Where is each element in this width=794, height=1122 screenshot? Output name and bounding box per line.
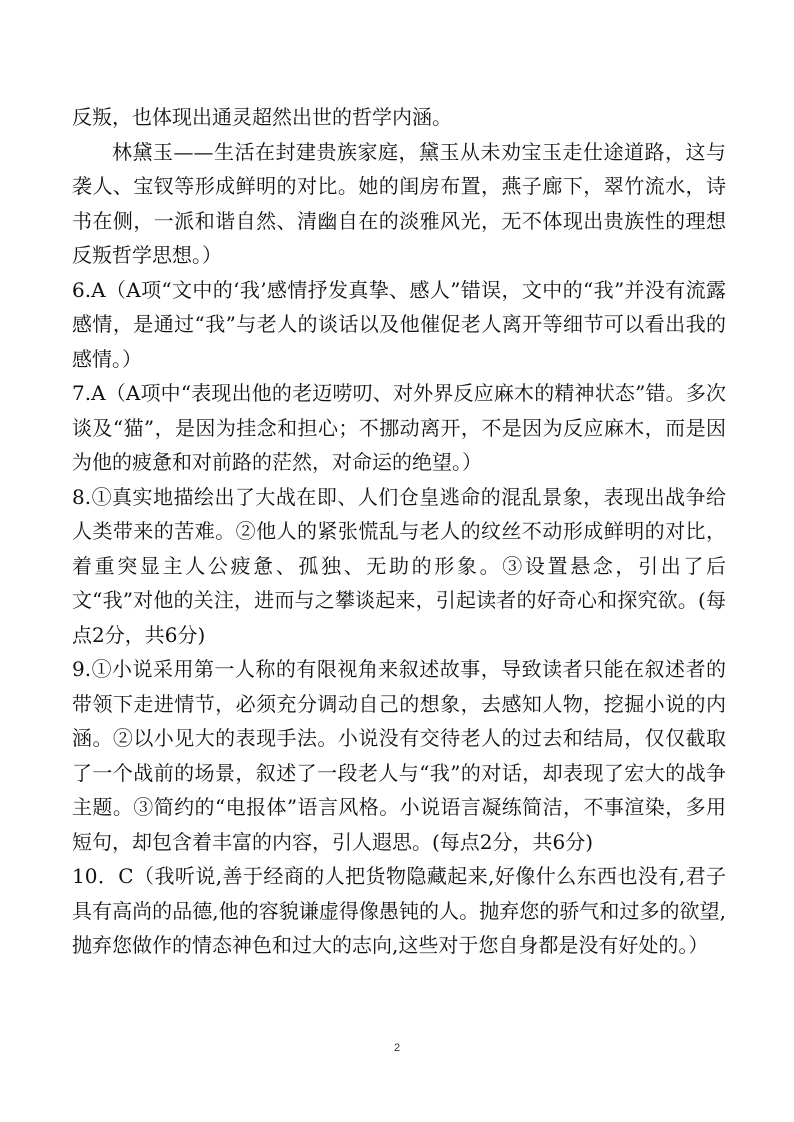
answer-9: 9.①小说采用第一人称的有限视角来叙述故事，导致读者只能在叙述者的带领下走进情节，必须充分调动自己的想象，去感知人物，挖掘小说的内涵。②以小见大的表现手法。小说没有交待老人的过去和结局，仅仅截取了一个战前的场景，叙述了一段老人与“我”的对话，却表现了宏大的战争主题。③简约的“电报体”语言风格。小说语言凝练简洁，不事渲染，多用短句，却包含着丰富的内容，引人遐思。(每点2分，共6分)	[72, 657, 726, 854]
answer-6: 6.A（A项“文中的‘我’感情抒发真挚、感人”错误，文中的“我”并没有流露感情，是通过“我”与老人的谈话以及他催促老人离开等细节可以看出我的感情。）	[72, 277, 726, 371]
answer-7: 7.A（A项中“表现出他的老迈唠叨、对外界反应麻木的精神状态”错。多次谈及“猫”，是因为挂念和担心；不挪动离开，不是因为反应麻木，而是因为他的疲惫和对前路的茫然，对命运的绝望。）	[72, 381, 726, 474]
paragraph-continuation: 反叛，也体现出通灵超然出世的哲学内涵。	[72, 105, 452, 129]
answer-8: 8.①真实地描绘出了大战在即、人们仓皇逃命的混乱景象，表现出战争给人类带来的苦难。②他人的紧张慌乱与老人的纹丝不动形成鲜明的对比，着重突显主人公疲惫、孤独、无助的形象。③设置悬念，引出了后文“我”对他的关注，进而与之攀谈起来，引起读者的好奇心和探究欲。(每点2分，共6分)	[72, 484, 726, 647]
paragraph-lin-daiyu: 林黛玉——生活在封建贵族家庭，黛玉从未劝宝玉走仕途道路，这与袭人、宝钗等形成鲜明的对比。她的闺房布置，燕子廊下，翠竹流水，诗书在侧，一派和谐自然、清幽自在的淡雅风光，无不体现出贵族性的理想反叛哲学思想。）	[72, 139, 726, 267]
document-page	[72, 100, 726, 963]
answer-10: 10．C（我听说,善于经商的人把货物隐藏起来,好像什么东西也没有,君子具有高尚的品德,他的容貌谦虚得像愚钝的人。抛弃您的骄气和过多的欲望,抛弃您做作的情态神色和过大的志向,这些对于您自身都是没有好处的。）	[72, 864, 726, 957]
page-number: 2	[393, 1042, 401, 1054]
